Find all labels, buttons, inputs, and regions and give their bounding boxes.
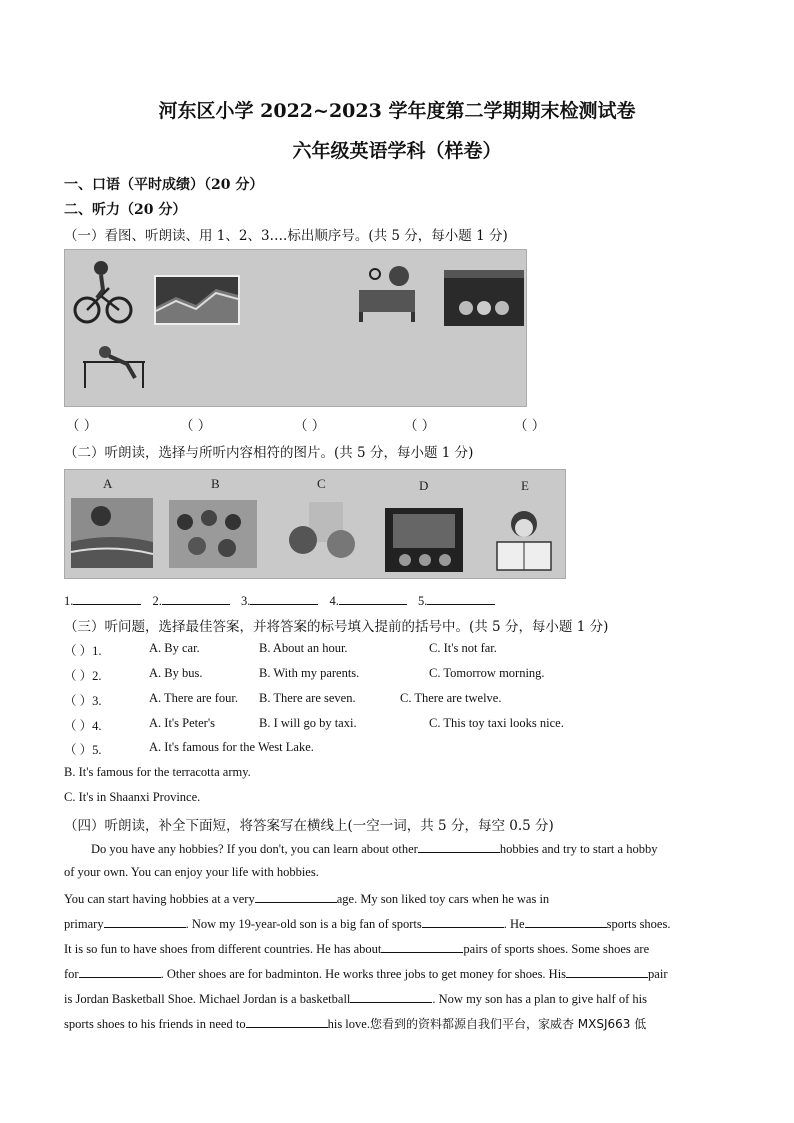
question-4-option-a: A. It's Peter's <box>149 716 215 730</box>
part4-instruction: （四）听朗读，补全下面短，将答案写在横线上(一空一词，共 5 分，每空 0.5 分) <box>64 818 554 834</box>
watermark-text: 您看到的资料都源自我们平台，家威杏 MXSJ663 低 <box>369 1017 647 1031</box>
passage-blank-3[interactable] <box>104 915 186 928</box>
answer-blank-5[interactable] <box>427 592 495 605</box>
passage-blank-9[interactable] <box>350 990 432 1003</box>
beach-image <box>71 498 153 568</box>
part2-instruction: （二）听朗读，选择与所听内容相符的图片。(共 5 分，每小题 1 分) <box>64 445 474 461</box>
question-4-option-b: B. I will go by taxi. <box>259 716 357 730</box>
great-wall-image <box>154 275 240 325</box>
passage-text: sports shoes to his friends in need to <box>64 1017 246 1031</box>
passage-text: sports shoes. <box>606 917 671 931</box>
question-1-number[interactable]: （ ）1. <box>64 644 102 658</box>
passage-text: age. My son liked toy cars when he was in <box>336 892 550 906</box>
part1-bracket-4[interactable]: （ ） <box>404 418 436 434</box>
picture-label-e: E <box>521 478 529 493</box>
passage-line-3 <box>64 890 549 907</box>
question-2-option-a: A. By bus. <box>149 666 203 680</box>
part1-bracket-2[interactable]: （ ） <box>180 418 212 434</box>
passage-text: Do you have any hobbies? If you don't, you can learn about other <box>91 842 418 856</box>
passage-text: is Jordan Basketball Shoe. Michael Jordan is a basketball <box>64 992 351 1006</box>
passage-text: . Now my 19-year-old son is a big fan of sports <box>185 917 422 931</box>
passage-line-7 <box>64 990 647 1007</box>
passage-blank-5[interactable] <box>525 915 607 928</box>
part1-bracket-1[interactable]: （ ） <box>66 418 98 434</box>
passage-blank-1[interactable] <box>418 840 500 853</box>
passage-line-2: of your own. You can enjoy your life with hobbies. <box>64 865 319 879</box>
girl-reading-image <box>489 504 559 574</box>
passage-text: . Now my son has a plan to give half of his <box>432 992 647 1006</box>
boy-waking-up-image <box>355 262 421 324</box>
passage-text: for <box>64 967 79 981</box>
passage-line-6 <box>64 965 667 982</box>
part3-instruction: （三）听问题，选择最佳答案，并将答案的标号填入提前的括号中。(共 5 分，每小题 1 分) <box>64 619 609 635</box>
passage-text: hobbies and try to start a hobby <box>499 842 658 856</box>
answer-blank-4[interactable] <box>339 592 407 605</box>
question-1-option-b: B. About an hour. <box>259 641 348 655</box>
question-5-number[interactable]: （ ）5. <box>64 743 102 757</box>
question-2-number[interactable]: （ ）2. <box>64 669 102 683</box>
answer-label-5: 5. <box>418 594 428 608</box>
question-2-option-c: C. Tomorrow morning. <box>429 666 545 680</box>
answer-label-2: 2. <box>152 594 162 608</box>
exam-subtitle: 六年级英语学科（样卷） <box>292 140 502 162</box>
part2-answer-row <box>64 592 495 609</box>
passage-blank-8[interactable] <box>566 965 648 978</box>
question-3-option-c: C. There are twelve. <box>400 691 502 705</box>
answer-label-1: 1. <box>64 594 74 608</box>
passage-blank-6[interactable] <box>381 940 463 953</box>
passage-blank-4[interactable] <box>422 915 504 928</box>
passage-line-5 <box>64 940 649 957</box>
passage-text: You can start having hobbies at a very <box>64 892 255 906</box>
question-1-option-c: C. It's not far. <box>429 641 497 655</box>
answer-label-4: 4. <box>329 594 339 608</box>
question-4-option-c: C. This toy taxi looks nice. <box>429 716 564 730</box>
passage-text: . He <box>503 917 525 931</box>
picture-label-c: C <box>317 476 326 491</box>
passage-text: pair <box>648 967 668 981</box>
section-oral: 一、口语（平时成绩）（20 分） <box>64 177 264 193</box>
crowd-festival-image <box>169 500 257 568</box>
passage-line-4 <box>64 915 670 932</box>
question-2-option-b: B. With my parents. <box>259 666 360 680</box>
passage-blank-7[interactable] <box>79 965 161 978</box>
passage-blank-2[interactable] <box>255 890 337 903</box>
passage-text: pairs of sports shoes. Some shoes are <box>463 942 650 956</box>
answer-label-3: 3. <box>241 594 251 608</box>
passage-line-1 <box>91 840 657 857</box>
question-3-option-a: A. There are four. <box>149 691 238 705</box>
passage-text: primary <box>64 917 104 931</box>
part1-bracket-3[interactable]: （ ） <box>294 418 326 434</box>
part1-instruction: （一）看图、听朗读、用 1、2、3….标出顺序号。(共 5 分，每小题 1 分) <box>64 228 508 244</box>
question-4-number[interactable]: （ ）4. <box>64 719 102 733</box>
answer-blank-3[interactable] <box>250 592 318 605</box>
question-5-option-a: A. It's famous for the West Lake. <box>149 740 314 754</box>
question-5-option-b: B. It's famous for the terracotta army. <box>64 765 251 779</box>
boy-riding-bike-image <box>73 258 133 324</box>
passage-text: his love. <box>327 1017 370 1031</box>
boy-high-jump-image <box>79 344 149 390</box>
answer-blank-1[interactable] <box>73 592 141 605</box>
children-talking-image <box>279 500 367 568</box>
section-listening: 二、听力（20 分） <box>64 202 187 218</box>
answer-blank-2[interactable] <box>162 592 230 605</box>
passage-blank-10[interactable] <box>246 1015 328 1028</box>
question-5-option-c: C. It's in Shaanxi Province. <box>64 790 201 804</box>
question-3-number[interactable]: （ ）3. <box>64 694 102 708</box>
question-3-option-b: B. There are seven. <box>259 691 356 705</box>
exam-title: 河东区小学 2022~2023 学年度第二学期期末检测试卷 <box>158 100 636 122</box>
part1-bracket-5[interactable]: （ ） <box>514 418 546 434</box>
part1-picture-strip <box>64 249 527 407</box>
theater-audience-image <box>385 508 463 572</box>
passage-line-8 <box>64 1015 646 1032</box>
question-1-option-a: A. By car. <box>149 641 200 655</box>
picture-label-b: B <box>211 476 220 491</box>
puppet-show-image <box>444 270 524 326</box>
passage-text: . Other shoes are for badminton. He works three jobs to get money for shoes. His <box>160 967 567 981</box>
part2-picture-strip <box>64 469 566 579</box>
picture-label-a: A <box>103 476 113 491</box>
passage-text: It is so fun to have shoes from different countries. He has about <box>64 942 382 956</box>
picture-label-d: D <box>419 478 429 493</box>
